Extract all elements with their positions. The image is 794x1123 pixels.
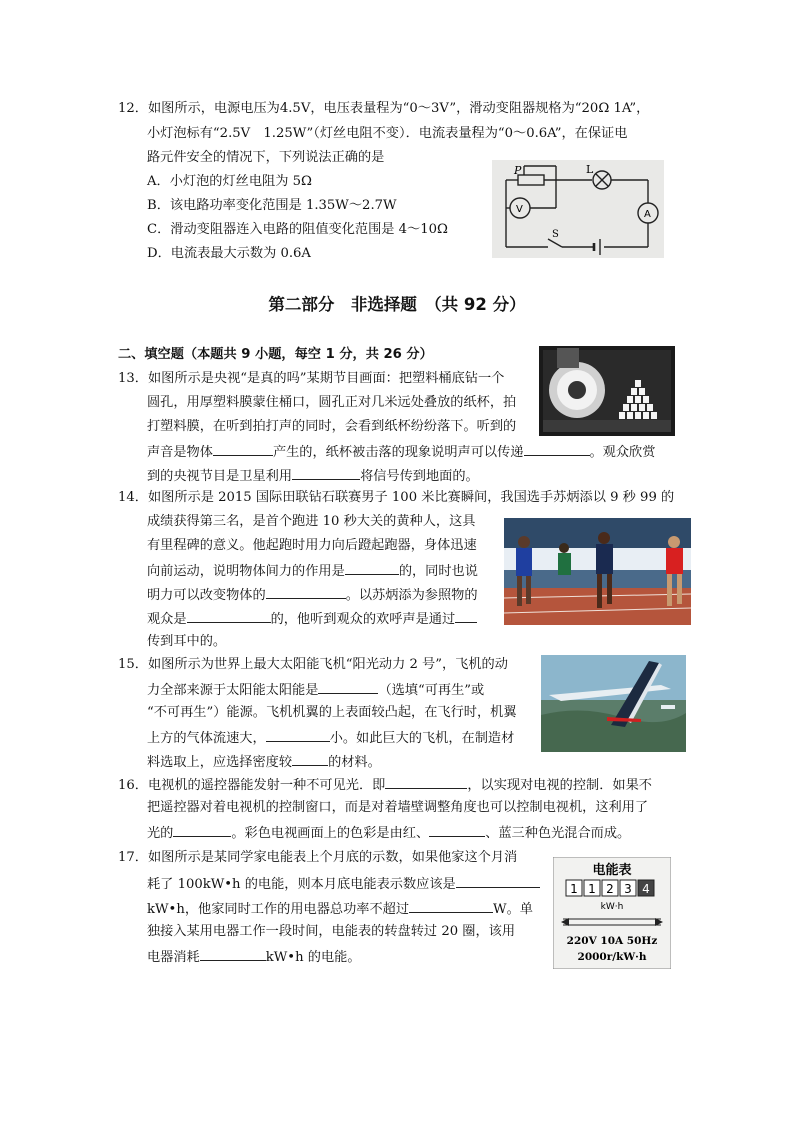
answer-blank[interactable] xyxy=(345,560,399,575)
meter-digit: 1 xyxy=(588,882,596,896)
answer-blank[interactable] xyxy=(524,441,590,456)
q14-line-6: 观众是 的，他听到观众的欢呼声是通过 xyxy=(147,608,477,630)
q17-line-3: kW•h，他家同时工作的用电器总功率不超过 W。单 xyxy=(147,898,533,920)
q15-line-5: 料选取上，应选择密度较 的材料。 xyxy=(147,751,381,773)
q13-line-5: 到的央视节目是卫星利用 将信号传到地面的。 xyxy=(147,465,479,487)
q15-line-3: “不可再生”）能源。飞机机翼的上表面较凸起，在飞行时，机翼 xyxy=(147,705,517,720)
answer-blank[interactable] xyxy=(409,898,493,913)
meter-spec-voltage: 220V 10A 50Hz xyxy=(566,935,658,947)
q12-option-d: D．电流表最大示数为 0.6A xyxy=(147,246,311,261)
q12-line-3: 路元件安全的情况下，下列说法正确的是 xyxy=(147,150,385,165)
sprint-race-photo xyxy=(504,518,691,625)
q16-line-1: 16．电视机的遥控器能发射一种不可见光．即 ，以实现对电视的控制．如果不 xyxy=(118,774,652,796)
q15-line-2: 力全部来源于太阳能太阳能是 （选填“可再生”或 xyxy=(147,679,484,701)
meter-digit: 2 xyxy=(606,882,614,896)
label-v: V xyxy=(516,204,523,215)
meter-digit: 3 xyxy=(624,882,632,896)
q16-line-3: 光的 。彩色电视画面上的色彩是由红、 、蓝三种色光混合而成。 xyxy=(147,822,630,844)
answer-blank[interactable] xyxy=(292,751,328,766)
q14-line-4: 向前运动，说明物体间力的作用是 的，同时也说 xyxy=(147,560,478,582)
q13-line-1: 13．如图所示是央视“是真的吗”某期节目画面：把塑料桶底钻一个 xyxy=(118,371,505,386)
answer-blank[interactable] xyxy=(173,822,231,837)
answer-blank[interactable] xyxy=(318,679,378,694)
answer-blank[interactable] xyxy=(187,608,271,623)
meter-spec-revolutions: 2000r/kW·h xyxy=(577,951,647,963)
q12-option-b: B．该电路功率变化范围是 1.35W～2.7W xyxy=(147,198,397,213)
q13-line-2: 圆孔，用厚塑料膜蒙住桶口，圆孔正对几米远处叠放的纸杯，拍 xyxy=(147,395,517,410)
answer-blank[interactable] xyxy=(385,774,467,789)
q17-line-4: 独接入某用电器工作一段时间，电能表的转盘转过 20 圈，该用 xyxy=(147,924,516,939)
q14-line-2: 成绩获得第三名，是首个跑进 10 秒大关的黄种人，这具 xyxy=(147,514,476,529)
q15-line-4: 上方的气体流速大， 小。如此巨大的飞机，在制造材 xyxy=(147,727,514,749)
q14-line-7: 传到耳中的。 xyxy=(147,634,227,649)
part2-heading: 二、填空题（本题共 9 小题，每空 1 分，共 26 分） xyxy=(118,347,433,362)
label-a: A xyxy=(644,209,651,220)
electricity-meter-figure xyxy=(553,857,671,969)
q14-line-5: 明力可以改变物体的 。以苏炳添为参照物的 xyxy=(147,584,478,606)
answer-blank[interactable] xyxy=(456,873,540,888)
meter-digit: 4 xyxy=(642,882,650,896)
q15-line-1: 15．如图所示为世界上最大太阳能飞机“阳光动力 2 号”，飞机的动 xyxy=(118,657,508,672)
answer-blank[interactable] xyxy=(266,584,346,599)
label-l: L xyxy=(586,163,594,176)
solar-plane-photo xyxy=(541,655,686,752)
q12-line-2: 小灯泡标有“2.5V 1.25W”（灯丝电阻不变）．电流表量程为“0～0.6A”，在保证电 xyxy=(147,126,628,141)
answer-blank[interactable] xyxy=(200,946,266,961)
answer-blank[interactable] xyxy=(266,727,330,742)
answer-blank[interactable] xyxy=(292,465,360,480)
q17-line-2: 耗了 100kW•h 的电能，则本月底电能表示数应该是 xyxy=(147,873,540,895)
meter-title: 电能表 xyxy=(592,863,632,878)
answer-blank[interactable] xyxy=(455,608,477,623)
q16-line-2: 把遥控器对着电视机的控制窗口，而是对着墙壁调整角度也可以控制电视机，这利用了 xyxy=(147,800,649,815)
meter-unit: kW·h xyxy=(600,902,624,912)
q14-line-3: 有里程碑的意义。他起跑时用力向后蹬起跑器，身体迅速 xyxy=(147,538,477,553)
q12-option-c: C．滑动变阻器连入电路的阻值变化范围是 4～10Ω xyxy=(147,222,448,237)
answer-blank[interactable] xyxy=(429,822,485,837)
q12-option-a: A．小灯泡的灯丝电阻为 5Ω xyxy=(147,174,312,189)
q12-line-1: 12．如图所示，电源电压为4.5V，电压表量程为“0～3V”，滑动变阻器规格为“20Ω 1A”， xyxy=(118,101,650,116)
answer-blank[interactable] xyxy=(213,441,273,456)
q14-line-1: 14．如图所示是 2015 国际田联钻石联赛男子 100 米比赛瞬间，我国选手苏炳添以 9 秒 99 的 xyxy=(118,490,675,505)
q13-line-3: 打塑料膜，在听到拍打声的同时，会看到纸杯纷纷落下。听到的 xyxy=(147,419,517,434)
label-p: P xyxy=(514,164,522,177)
q13-line-4: 声音是物体 产生的，纸杯被击落的现象说明声可以传递 。观众欣赏 xyxy=(147,441,655,463)
q17-line-1: 17．如图所示是某同学家电能表上个月底的示数，如果他家这个月消 xyxy=(118,850,518,865)
circuit-diagram xyxy=(492,160,664,258)
label-s: S xyxy=(552,229,559,240)
tv-show-photo xyxy=(539,346,675,436)
meter-digit: 1 xyxy=(570,882,578,896)
q17-line-5: 电器消耗 kW•h 的电能。 xyxy=(147,946,361,968)
section-title: 第二部分 非选择题 （共 92 分） xyxy=(268,295,526,314)
